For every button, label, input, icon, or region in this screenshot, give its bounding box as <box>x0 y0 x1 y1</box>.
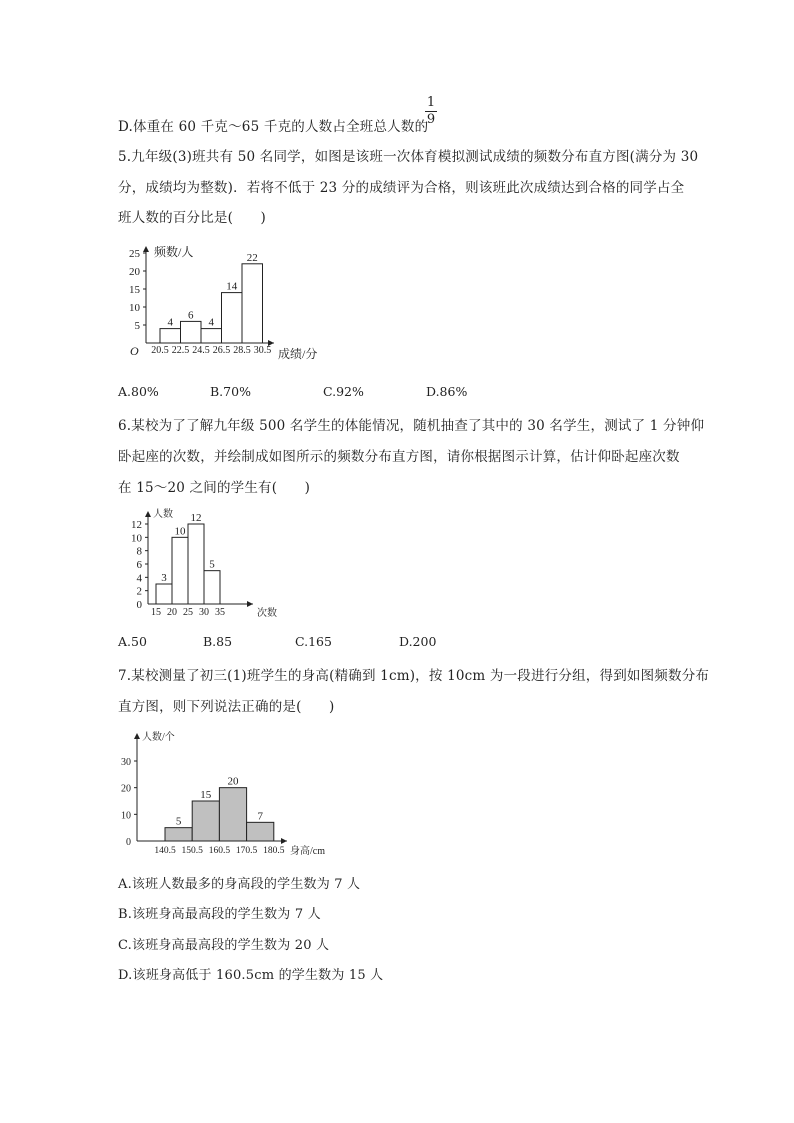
q7-stem-line-2: 直方图，则下列说法正确的是( ) <box>118 699 335 715</box>
bar-value-label: 3 <box>161 572 167 584</box>
histogram-bar <box>156 584 172 604</box>
x-tick-label: 35 <box>215 607 225 618</box>
y-tick-label: 0 <box>136 599 142 611</box>
x-axis-label: 次数 <box>257 608 277 619</box>
x-tick-label: 30 <box>199 607 209 618</box>
x-axis-label: 成绩/分 <box>278 347 318 361</box>
q5-option-a[interactable]: A.80% <box>118 384 159 399</box>
x-tick-label: 25 <box>183 607 193 618</box>
q6-option-a[interactable]: A.50 <box>118 634 147 649</box>
y-tick-label: 6 <box>136 559 142 571</box>
x-tick-label: 150.5 <box>181 846 203 856</box>
q5-stem-line-3: 班人数的百分比是( ) <box>118 210 266 226</box>
q5-option-c[interactable]: C.92% <box>323 384 364 399</box>
origin-label: O <box>130 344 139 358</box>
y-tick-label: 5 <box>134 320 140 332</box>
y-tick-label: 12 <box>131 519 142 531</box>
q7-option-c[interactable]: C.该班身高最高段的学生数为 20 人 <box>118 938 330 953</box>
y-tick-label: 20 <box>121 783 131 795</box>
y-tick-label: 4 <box>136 572 142 585</box>
bar-value-label: 10 <box>174 525 186 538</box>
bar-value-label: 4 <box>208 316 214 329</box>
histogram-q7 <box>115 727 355 862</box>
bar-value-label: 12 <box>190 512 202 524</box>
histogram-bar <box>222 293 243 343</box>
q6-option-c[interactable]: C.165 <box>295 634 332 649</box>
q7-stem-line-1: 7.某校测量了初三(1)班学生的身高(精确到 1cm)，按 10cm 为一段进行分组，得到如图频数分布 <box>118 668 710 684</box>
x-tick-label: 140.5 <box>154 846 176 856</box>
y-tick-label: 10 <box>131 532 142 545</box>
y-tick-label: 8 <box>136 545 142 558</box>
histogram-bar <box>201 329 222 343</box>
histogram-bar <box>188 524 204 604</box>
bar-value-label: 4 <box>167 316 173 329</box>
q6-stem-line-2: 卧起座的次数，并绘制成如图所示的频数分布直方图，请你根据图示计算，估计仰卧起座次数 <box>118 449 680 465</box>
y-tick-label: 25 <box>129 248 140 260</box>
y-tick-label: 2 <box>136 585 142 598</box>
q7-option-d[interactable]: D.该班身高低于 160.5cm 的学生数为 15 人 <box>118 968 384 983</box>
q5-option-d[interactable]: D.86% <box>426 384 468 399</box>
q5-option-b[interactable]: B.70% <box>210 384 251 399</box>
q6-option-b[interactable]: B.85 <box>203 634 233 649</box>
histogram-bar <box>219 788 246 841</box>
bar-value-label: 6 <box>188 309 194 322</box>
q5-stem-line-1: 5.九年级(3)班共有 50 名同学，如图是该班一次体育模拟测试成绩的频数分布直方图(满分为 30 <box>118 149 699 165</box>
q5-stem-line-2: 分，成绩均为整数)．若将不低于 23 分的成绩评为合格，则该班此次成绩达到合格的同学占全 <box>118 180 685 196</box>
bar-value-label: 20 <box>227 775 239 788</box>
y-tick-label: 10 <box>129 302 140 314</box>
histogram-bar <box>242 264 263 343</box>
y-tick-label: 30 <box>121 757 131 768</box>
x-tick-label: 26.5 <box>212 345 231 356</box>
q6-stem-line-3: 在 15～20 之间的学生有( ) <box>118 480 311 496</box>
bar-value-label: 15 <box>200 789 212 801</box>
bar-value-label: 5 <box>175 815 182 828</box>
bar-value-label: 5 <box>209 558 215 571</box>
y-axis-label: 人数 <box>153 509 173 520</box>
fraction-numerator: 1 <box>426 95 436 110</box>
x-axis-arrow-icon <box>247 601 253 607</box>
x-tick-label: 160.5 <box>208 846 231 856</box>
fraction-one-ninth <box>425 96 437 127</box>
q4-option-d: D.体重在 60 千克～65 千克的人数占全班总人数的 <box>118 119 429 135</box>
histogram-q6 <box>118 507 308 622</box>
histogram-q5 <box>116 240 346 365</box>
q7-option-a[interactable]: A.该班人数最多的身高段的学生数为 7 人 <box>118 877 361 892</box>
histogram-bar <box>192 801 219 841</box>
x-tick-label: 22.5 <box>171 345 190 356</box>
y-axis-label: 频数/人 <box>154 245 194 259</box>
histogram-bar <box>165 828 192 841</box>
x-tick-label: 170.5 <box>235 846 258 856</box>
histogram-bar <box>160 329 181 343</box>
y-tick-label: 15 <box>129 284 140 296</box>
histogram-bar <box>181 321 202 343</box>
x-tick-label: 30.5 <box>253 345 272 356</box>
x-axis-arrow-icon <box>281 838 287 844</box>
fraction-denominator: 9 <box>426 112 436 127</box>
y-axis-label: 人数/个 <box>142 732 175 743</box>
x-tick-label: 28.5 <box>233 345 251 356</box>
x-tick-label: 24.5 <box>192 345 210 356</box>
histogram-bar <box>172 537 188 604</box>
y-axis-arrow-icon <box>143 246 149 252</box>
y-tick-label: 20 <box>129 266 140 278</box>
x-tick-label: 15 <box>151 607 161 618</box>
x-tick-label: 180.5 <box>263 846 285 856</box>
bar-value-label: 22 <box>246 251 258 264</box>
y-axis-arrow-icon <box>134 733 140 739</box>
histogram-bar <box>247 822 274 841</box>
bar-value-label: 7 <box>257 810 263 823</box>
q6-option-d[interactable]: D.200 <box>399 634 437 649</box>
x-axis-label: 身高/cm <box>290 846 325 857</box>
x-tick-label: 20 <box>167 607 177 618</box>
bar-value-label: 14 <box>226 280 238 293</box>
q7-option-b[interactable]: B.该班身高最高段的学生数为 7 人 <box>118 907 321 922</box>
y-axis-arrow-icon <box>145 511 151 517</box>
y-tick-label: 10 <box>121 810 131 822</box>
q6-stem-line-1: 6.某校为了了解九年级 500 名学生的体能情况，随机抽查了其中的 30 名学生，测试了 1 分钟仰 <box>118 418 705 434</box>
y-tick-label: 0 <box>126 837 131 848</box>
x-tick-label: 20.5 <box>151 345 169 356</box>
histogram-bar <box>204 571 220 604</box>
